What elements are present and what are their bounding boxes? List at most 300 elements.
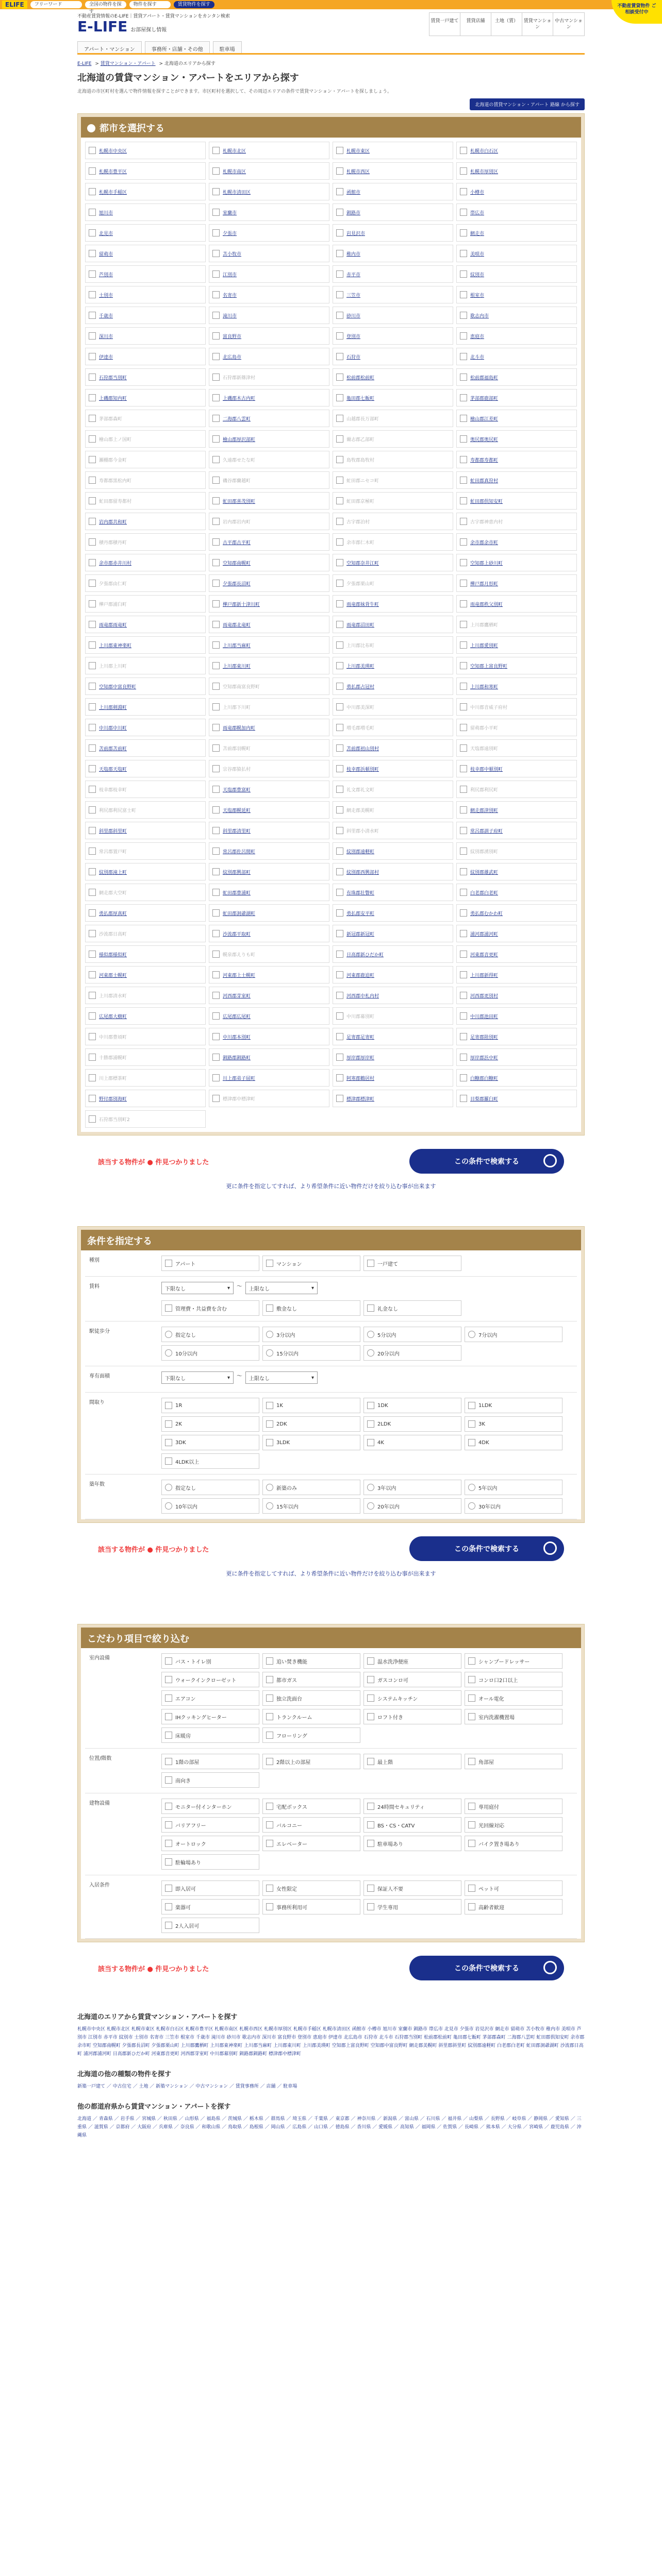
option[interactable] (262, 1498, 360, 1514)
checkbox[interactable] (460, 188, 467, 195)
checkbox[interactable] (460, 250, 467, 257)
city-option[interactable] (209, 863, 329, 880)
checkbox[interactable] (336, 1054, 343, 1061)
checkbox[interactable] (367, 1840, 374, 1847)
option[interactable] (161, 1398, 259, 1413)
checkbox[interactable] (89, 1095, 96, 1102)
city-link[interactable]: 足寄郡足寄町 (346, 1035, 375, 1040)
checkbox[interactable] (212, 868, 220, 875)
option[interactable] (363, 1327, 461, 1342)
city-link[interactable]: 中川郡本別町 (223, 1035, 251, 1040)
city-link[interactable]: 樺戸郡新十津川町 (223, 602, 260, 607)
city-link[interactable]: 二海郡八雲町 (223, 416, 251, 422)
city-option[interactable] (85, 286, 206, 303)
checkbox[interactable] (89, 909, 96, 917)
checkbox[interactable] (212, 930, 220, 937)
option[interactable] (363, 1435, 461, 1450)
checkbox[interactable] (89, 147, 96, 154)
option[interactable] (262, 1327, 360, 1342)
city-link[interactable]: 上川郡和寒町 (470, 684, 499, 690)
option[interactable] (161, 1899, 259, 1914)
city-option[interactable] (85, 822, 206, 839)
checkbox[interactable] (89, 518, 96, 525)
checkbox[interactable] (212, 806, 220, 814)
checkbox[interactable] (89, 827, 96, 834)
option[interactable] (161, 1498, 259, 1514)
city-link[interactable]: 空知郡奈井江町 (346, 561, 379, 566)
city-link[interactable]: 枝幸郡浜頓別町 (346, 767, 379, 772)
city-link[interactable]: 様似郡様似町 (99, 952, 127, 958)
city-option[interactable] (209, 987, 329, 1004)
city-option[interactable] (85, 677, 206, 695)
checkbox[interactable] (367, 1885, 374, 1892)
city-link[interactable]: 厚岸郡厚岸町 (346, 1055, 375, 1061)
checkbox[interactable] (212, 848, 220, 855)
option[interactable] (262, 1836, 360, 1851)
checkbox[interactable] (460, 477, 467, 484)
radio[interactable] (367, 1502, 374, 1510)
city-option[interactable] (333, 884, 453, 901)
city-option[interactable] (333, 142, 453, 159)
checkbox[interactable] (460, 1033, 467, 1040)
city-option[interactable] (456, 945, 577, 963)
freeword-search[interactable]: フリーワード (30, 1, 82, 8)
city-option[interactable] (209, 1007, 329, 1025)
option[interactable] (161, 1327, 259, 1342)
city-option[interactable] (333, 389, 453, 406)
city-option[interactable] (209, 410, 329, 427)
city-option[interactable] (85, 863, 206, 880)
city-link[interactable]: 空知郡上砂川町 (470, 561, 503, 566)
city-link[interactable]: 岩内郡共和町 (99, 519, 127, 525)
city-option[interactable] (456, 286, 577, 303)
city-option[interactable] (333, 265, 453, 283)
city-option[interactable] (85, 162, 206, 180)
city-link[interactable]: 松前郡松前町 (346, 375, 375, 381)
city-option[interactable] (209, 265, 329, 283)
city-link[interactable]: 根室市 (470, 293, 485, 298)
nav-item[interactable]: 賃貸マンション (522, 13, 553, 36)
option[interactable] (465, 1480, 562, 1495)
city-link[interactable]: 札幌市西区 (346, 169, 370, 175)
checkbox[interactable] (89, 250, 96, 257)
city-link[interactable]: 沙流郡平取町 (223, 931, 251, 937)
checkbox[interactable] (89, 971, 96, 978)
checkbox[interactable] (89, 270, 96, 278)
checkbox[interactable] (165, 1694, 172, 1702)
city-option[interactable] (209, 286, 329, 303)
search-button[interactable]: この条件で検索する (409, 1536, 564, 1561)
option[interactable] (363, 1880, 461, 1896)
checkbox[interactable] (367, 1260, 374, 1267)
option[interactable] (465, 1398, 562, 1413)
checkbox[interactable] (336, 744, 343, 752)
top-link-3[interactable]: 賃貸物件を探す (174, 1, 214, 8)
checkbox[interactable] (336, 621, 343, 628)
city-link[interactable]: 上川郡愛別町 (470, 643, 499, 649)
option[interactable] (465, 1498, 562, 1514)
select[interactable]: 上限なし ▾ (245, 1282, 318, 1294)
checkbox[interactable] (460, 497, 467, 504)
option[interactable] (161, 1854, 259, 1870)
checkbox[interactable] (460, 415, 467, 422)
city-link[interactable]: 白糠郡白糠町 (470, 1076, 499, 1081)
city-option[interactable] (456, 142, 577, 159)
checkbox[interactable] (212, 889, 220, 896)
checkbox[interactable] (212, 621, 220, 628)
checkbox[interactable] (367, 1304, 374, 1312)
city-link[interactable]: 紋別郡興部町 (223, 870, 251, 875)
checkbox[interactable] (165, 1776, 172, 1784)
city-option[interactable] (85, 368, 206, 386)
city-option[interactable] (333, 183, 453, 200)
checkbox[interactable] (336, 848, 343, 855)
city-option[interactable] (85, 183, 206, 200)
city-option[interactable] (456, 1069, 577, 1087)
city-link[interactable]: 浦河郡浦河町 (470, 931, 499, 937)
city-option[interactable] (456, 471, 577, 489)
checkbox[interactable] (89, 209, 96, 216)
checkbox[interactable] (212, 312, 220, 319)
checkbox[interactable] (460, 951, 467, 958)
city-link[interactable]: 札幌市北区 (223, 148, 246, 154)
city-option[interactable] (456, 1007, 577, 1025)
city-link[interactable]: 江別市 (223, 272, 237, 278)
city-option[interactable] (85, 224, 206, 242)
checkbox[interactable] (266, 1821, 273, 1828)
city-option[interactable] (456, 574, 577, 592)
city-link[interactable]: 目梨郡羅臼町 (470, 1096, 499, 1102)
checkbox[interactable] (336, 374, 343, 381)
option[interactable] (363, 1653, 461, 1669)
city-link[interactable]: 富良野市 (223, 334, 242, 340)
checkbox[interactable] (212, 1074, 220, 1081)
city-option[interactable] (456, 904, 577, 922)
checkbox[interactable] (212, 971, 220, 978)
city-link[interactable]: 亀田郡七飯町 (346, 396, 375, 401)
city-link[interactable]: 余市郡赤井川村 (99, 561, 132, 566)
city-link[interactable]: 登別市 (346, 334, 361, 340)
city-link[interactable]: 紋別郡雄武町 (470, 870, 499, 875)
checkbox[interactable] (460, 559, 467, 566)
city-option[interactable] (333, 657, 453, 674)
radio[interactable] (165, 1484, 172, 1491)
city-option[interactable] (209, 492, 329, 510)
checkbox[interactable] (336, 662, 343, 669)
checkbox[interactable] (165, 1713, 172, 1720)
option[interactable] (363, 1817, 461, 1833)
city-link[interactable]: 札幌市豊平区 (99, 169, 127, 175)
checkbox[interactable] (89, 291, 96, 298)
top-link-2[interactable]: 物件を探す (129, 1, 171, 8)
city-option[interactable] (209, 162, 329, 180)
city-option[interactable] (209, 884, 329, 901)
checkbox[interactable] (165, 1260, 172, 1267)
city-link[interactable]: 室蘭市 (223, 210, 237, 216)
city-link[interactable]: 旭川市 (99, 210, 113, 216)
checkbox[interactable] (367, 1803, 374, 1810)
option[interactable] (161, 1653, 259, 1669)
city-option[interactable] (333, 987, 453, 1004)
checkbox[interactable] (89, 229, 96, 236)
option[interactable] (465, 1899, 562, 1914)
radio[interactable] (165, 1502, 172, 1510)
city-option[interactable] (456, 966, 577, 984)
radio[interactable] (266, 1484, 273, 1491)
checkbox[interactable] (367, 1420, 374, 1428)
checkbox[interactable] (336, 229, 343, 236)
checkbox[interactable] (266, 1758, 273, 1765)
city-option[interactable] (85, 142, 206, 159)
city-link[interactable]: 奥尻郡奥尻町 (470, 437, 499, 443)
city-option[interactable] (209, 1048, 329, 1066)
city-link[interactable]: 紋別市 (470, 272, 485, 278)
city-link[interactable]: 足寄郡陸別町 (470, 1035, 499, 1040)
checkbox[interactable] (212, 291, 220, 298)
city-link[interactable]: 伊達市 (99, 354, 113, 360)
checkbox[interactable] (460, 538, 467, 546)
city-link[interactable]: 苫前郡苫前町 (99, 746, 127, 752)
checkbox[interactable] (89, 374, 96, 381)
radio[interactable] (367, 1349, 374, 1357)
city-option[interactable] (456, 822, 577, 839)
city-link[interactable]: 檜山郡厚沢部町 (223, 437, 256, 443)
city-link[interactable]: 札幌市厚別区 (470, 169, 499, 175)
city-option[interactable] (85, 636, 206, 654)
checkbox[interactable] (468, 1821, 475, 1828)
checkbox[interactable] (460, 270, 467, 278)
checkbox[interactable] (212, 209, 220, 216)
city-link[interactable]: 紋別郡遠軽町 (346, 849, 375, 855)
city-link[interactable]: 砂川市 (346, 313, 361, 319)
option[interactable] (161, 1435, 259, 1450)
checkbox[interactable] (468, 1758, 475, 1765)
checkbox[interactable] (460, 992, 467, 999)
checkbox[interactable] (336, 147, 343, 154)
option[interactable] (363, 1480, 461, 1495)
city-option[interactable] (333, 863, 453, 880)
radio[interactable] (367, 1331, 374, 1338)
city-link[interactable]: 雨竜郡沼田町 (346, 622, 375, 628)
checkbox[interactable] (89, 683, 96, 690)
option[interactable] (161, 1300, 259, 1316)
checkbox[interactable] (367, 1439, 374, 1446)
city-option[interactable] (85, 1090, 206, 1107)
checkbox[interactable] (165, 1304, 172, 1312)
city-link[interactable]: 北斗市 (470, 354, 485, 360)
option[interactable] (363, 1799, 461, 1814)
option[interactable] (262, 1672, 360, 1687)
city-link[interactable]: 赤平市 (346, 272, 361, 278)
select[interactable]: 上限なし ▾ (245, 1371, 318, 1384)
checkbox[interactable] (266, 1885, 273, 1892)
radio[interactable] (367, 1484, 374, 1491)
checkbox[interactable] (89, 394, 96, 401)
site-logo-small[interactable]: ELIFE (2, 1, 27, 9)
checkbox[interactable] (89, 353, 96, 360)
option[interactable] (161, 1453, 259, 1469)
city-option[interactable] (456, 657, 577, 674)
option[interactable] (161, 1256, 259, 1271)
city-option[interactable] (333, 739, 453, 757)
site-logo[interactable]: E-LIFE (77, 18, 128, 35)
footer-area-links[interactable]: 札幌市中央区 札幌市北区 札幌市東区 札幌市白石区 札幌市豊平区 札幌市南区 札幌市西区 札幌市厚別区 札幌市手稲区 札幌市清田区 函館市 小樽市 旭川市 室蘭市 釧路市 帯広市 北見市 夕張市 岩見沢市 網走市 留萌市 苫小牧市 稚内市 美唄市 芦別市 江別市 赤平市 紋別市 士別市 名寄市 三笠市 根室市 千歳市 滝川市 砂川市 歌志内市 深川市 富良野市 登別市 恵庭市 伊達市 北広島市 石狩市 北斗市 石狩郡当別町 松前郡松前町 亀田郡七飯町 茅部郡森町 二海郡八雲町 虻田郡倶知安町 余市郡余市町 空知郡南幌町 夕張郡長沼町 夕張郡栗山町 上川郡鷹栖町 上川郡東神楽町 上川郡当麻町 上川郡東川町 上川郡美瑛町 空知郡上富良野町 空知郡中富良野町 網走郡美幌町 斜里郡斜里町 紋別郡遠軽町 白老郡白老町 虻田郡洞爺湖町 沙流郡日高町 浦河郡浦河町 日高郡新ひだか町 河東郡音更町 河西郡芽室町 中川郡幕別町 釧路郡釧路町 標津郡中標津町 (77, 2027, 585, 2057)
option[interactable] (262, 1899, 360, 1914)
city-option[interactable] (456, 863, 577, 880)
promo-badge[interactable]: 不動産賃貸物件 ご相談受付中 (611, 0, 662, 24)
city-option[interactable] (209, 245, 329, 262)
city-option[interactable] (85, 739, 206, 757)
checkbox[interactable] (460, 1095, 467, 1102)
checkbox[interactable] (367, 1713, 374, 1720)
radio[interactable] (266, 1331, 273, 1338)
checkbox[interactable] (212, 559, 220, 566)
option[interactable] (161, 1480, 259, 1495)
checkbox[interactable] (367, 1758, 374, 1765)
checkbox[interactable] (460, 909, 467, 917)
checkbox[interactable] (165, 1732, 172, 1739)
city-option[interactable] (85, 760, 206, 777)
checkbox[interactable] (336, 291, 343, 298)
option[interactable] (161, 1918, 259, 1933)
city-link[interactable]: 斜里郡斜里町 (99, 828, 127, 834)
checkbox[interactable] (336, 167, 343, 175)
checkbox[interactable] (336, 909, 343, 917)
radio[interactable] (468, 1484, 475, 1491)
city-link[interactable]: 名寄市 (223, 293, 237, 298)
city-link[interactable]: 上川郡東神楽町 (99, 643, 132, 649)
select[interactable]: 下限なし ▾ (161, 1282, 234, 1294)
city-option[interactable] (456, 1048, 577, 1066)
checkbox[interactable] (165, 1439, 172, 1446)
city-link[interactable]: 中川郡池田町 (470, 1014, 499, 1020)
checkbox[interactable] (165, 1922, 172, 1929)
checkbox[interactable] (460, 167, 467, 175)
city-link[interactable]: 有珠郡壮瞥町 (346, 890, 375, 896)
city-option[interactable] (333, 842, 453, 860)
city-link[interactable]: 網走市 (470, 231, 485, 236)
city-link[interactable]: 三笠市 (346, 293, 361, 298)
checkbox[interactable] (212, 435, 220, 443)
checkbox[interactable] (468, 1420, 475, 1428)
city-link[interactable]: 河西郡芽室町 (223, 993, 251, 999)
checkbox[interactable] (336, 1074, 343, 1081)
checkbox[interactable] (212, 250, 220, 257)
city-option[interactable] (333, 554, 453, 571)
city-option[interactable] (456, 307, 577, 324)
checkbox[interactable] (89, 744, 96, 752)
checkbox[interactable] (468, 1713, 475, 1720)
city-link[interactable]: 恵庭市 (470, 334, 485, 340)
option[interactable] (161, 1880, 259, 1896)
city-link[interactable]: 札幌市中央区 (99, 148, 127, 154)
city-option[interactable] (333, 760, 453, 777)
checkbox[interactable] (336, 209, 343, 216)
option[interactable] (465, 1435, 562, 1450)
city-option[interactable] (456, 492, 577, 510)
city-link[interactable]: 網走郡津別町 (470, 808, 499, 814)
city-option[interactable] (333, 224, 453, 242)
checkbox[interactable] (336, 1095, 343, 1102)
city-option[interactable] (209, 348, 329, 365)
city-link[interactable]: 岩見沢市 (346, 231, 366, 236)
city-option[interactable] (456, 554, 577, 571)
checkbox[interactable] (89, 951, 96, 958)
checkbox[interactable] (212, 641, 220, 649)
checkbox[interactable] (266, 1732, 273, 1739)
option[interactable] (262, 1727, 360, 1743)
checkbox[interactable] (460, 209, 467, 216)
city-link[interactable]: 空知郡上富良野町 (470, 664, 508, 669)
option[interactable] (161, 1817, 259, 1833)
nav-item[interactable]: 土地（賃） (491, 13, 522, 36)
checkbox[interactable] (89, 167, 96, 175)
checkbox[interactable] (460, 291, 467, 298)
checkbox[interactable] (460, 889, 467, 896)
city-link[interactable]: 函館市 (346, 190, 361, 195)
city-link[interactable]: 空知郡中富良野町 (99, 684, 137, 690)
city-link[interactable]: 釧路市 (346, 210, 361, 216)
city-link[interactable]: 斜里郡清里町 (223, 828, 251, 834)
checkbox[interactable] (212, 147, 220, 154)
city-link[interactable]: 川上郡弟子屈町 (223, 1076, 256, 1081)
checkbox[interactable] (89, 621, 96, 628)
radio[interactable] (266, 1502, 273, 1510)
option[interactable] (363, 1498, 461, 1514)
city-link[interactable]: 勇払郡安平町 (346, 911, 375, 917)
city-link[interactable]: 札幌市南区 (223, 169, 246, 175)
city-option[interactable] (456, 636, 577, 654)
checkbox[interactable] (468, 1803, 475, 1810)
city-option[interactable] (85, 348, 206, 365)
city-link[interactable]: 石狩郡当別町 (99, 375, 127, 381)
city-option[interactable] (209, 904, 329, 922)
city-option[interactable] (85, 616, 206, 633)
city-option[interactable] (85, 204, 206, 221)
checkbox[interactable] (212, 992, 220, 999)
city-link[interactable]: 茅部郡鹿部町 (470, 396, 499, 401)
city-link[interactable]: 松前郡福島町 (470, 375, 499, 381)
city-option[interactable] (209, 781, 329, 798)
checkbox[interactable] (89, 1012, 96, 1020)
checkbox[interactable] (266, 1420, 273, 1428)
city-option[interactable] (209, 595, 329, 613)
checkbox[interactable] (460, 332, 467, 340)
city-option[interactable] (85, 245, 206, 262)
city-link[interactable]: 上川郡剣淵町 (99, 705, 127, 710)
checkbox[interactable] (89, 188, 96, 195)
option[interactable] (363, 1672, 461, 1687)
city-link[interactable]: 札幌市東区 (346, 148, 370, 154)
city-option[interactable] (209, 925, 329, 942)
city-link[interactable]: 留萌市 (99, 251, 113, 257)
checkbox[interactable] (212, 724, 220, 731)
city-option[interactable] (333, 925, 453, 942)
option[interactable] (363, 1899, 461, 1914)
city-option[interactable] (333, 966, 453, 984)
city-link[interactable]: 檜山郡江差町 (470, 416, 499, 422)
city-option[interactable] (85, 904, 206, 922)
city-option[interactable] (456, 677, 577, 695)
city-link[interactable]: 夕張郡長沼町 (223, 581, 251, 587)
city-link[interactable]: 空知郡南幌町 (223, 561, 251, 566)
checkbox[interactable] (460, 147, 467, 154)
radio[interactable] (266, 1349, 273, 1357)
option[interactable] (465, 1653, 562, 1669)
option[interactable] (161, 1416, 259, 1432)
city-link[interactable]: 樺戸郡月形町 (470, 581, 499, 587)
checkbox[interactable] (212, 415, 220, 422)
